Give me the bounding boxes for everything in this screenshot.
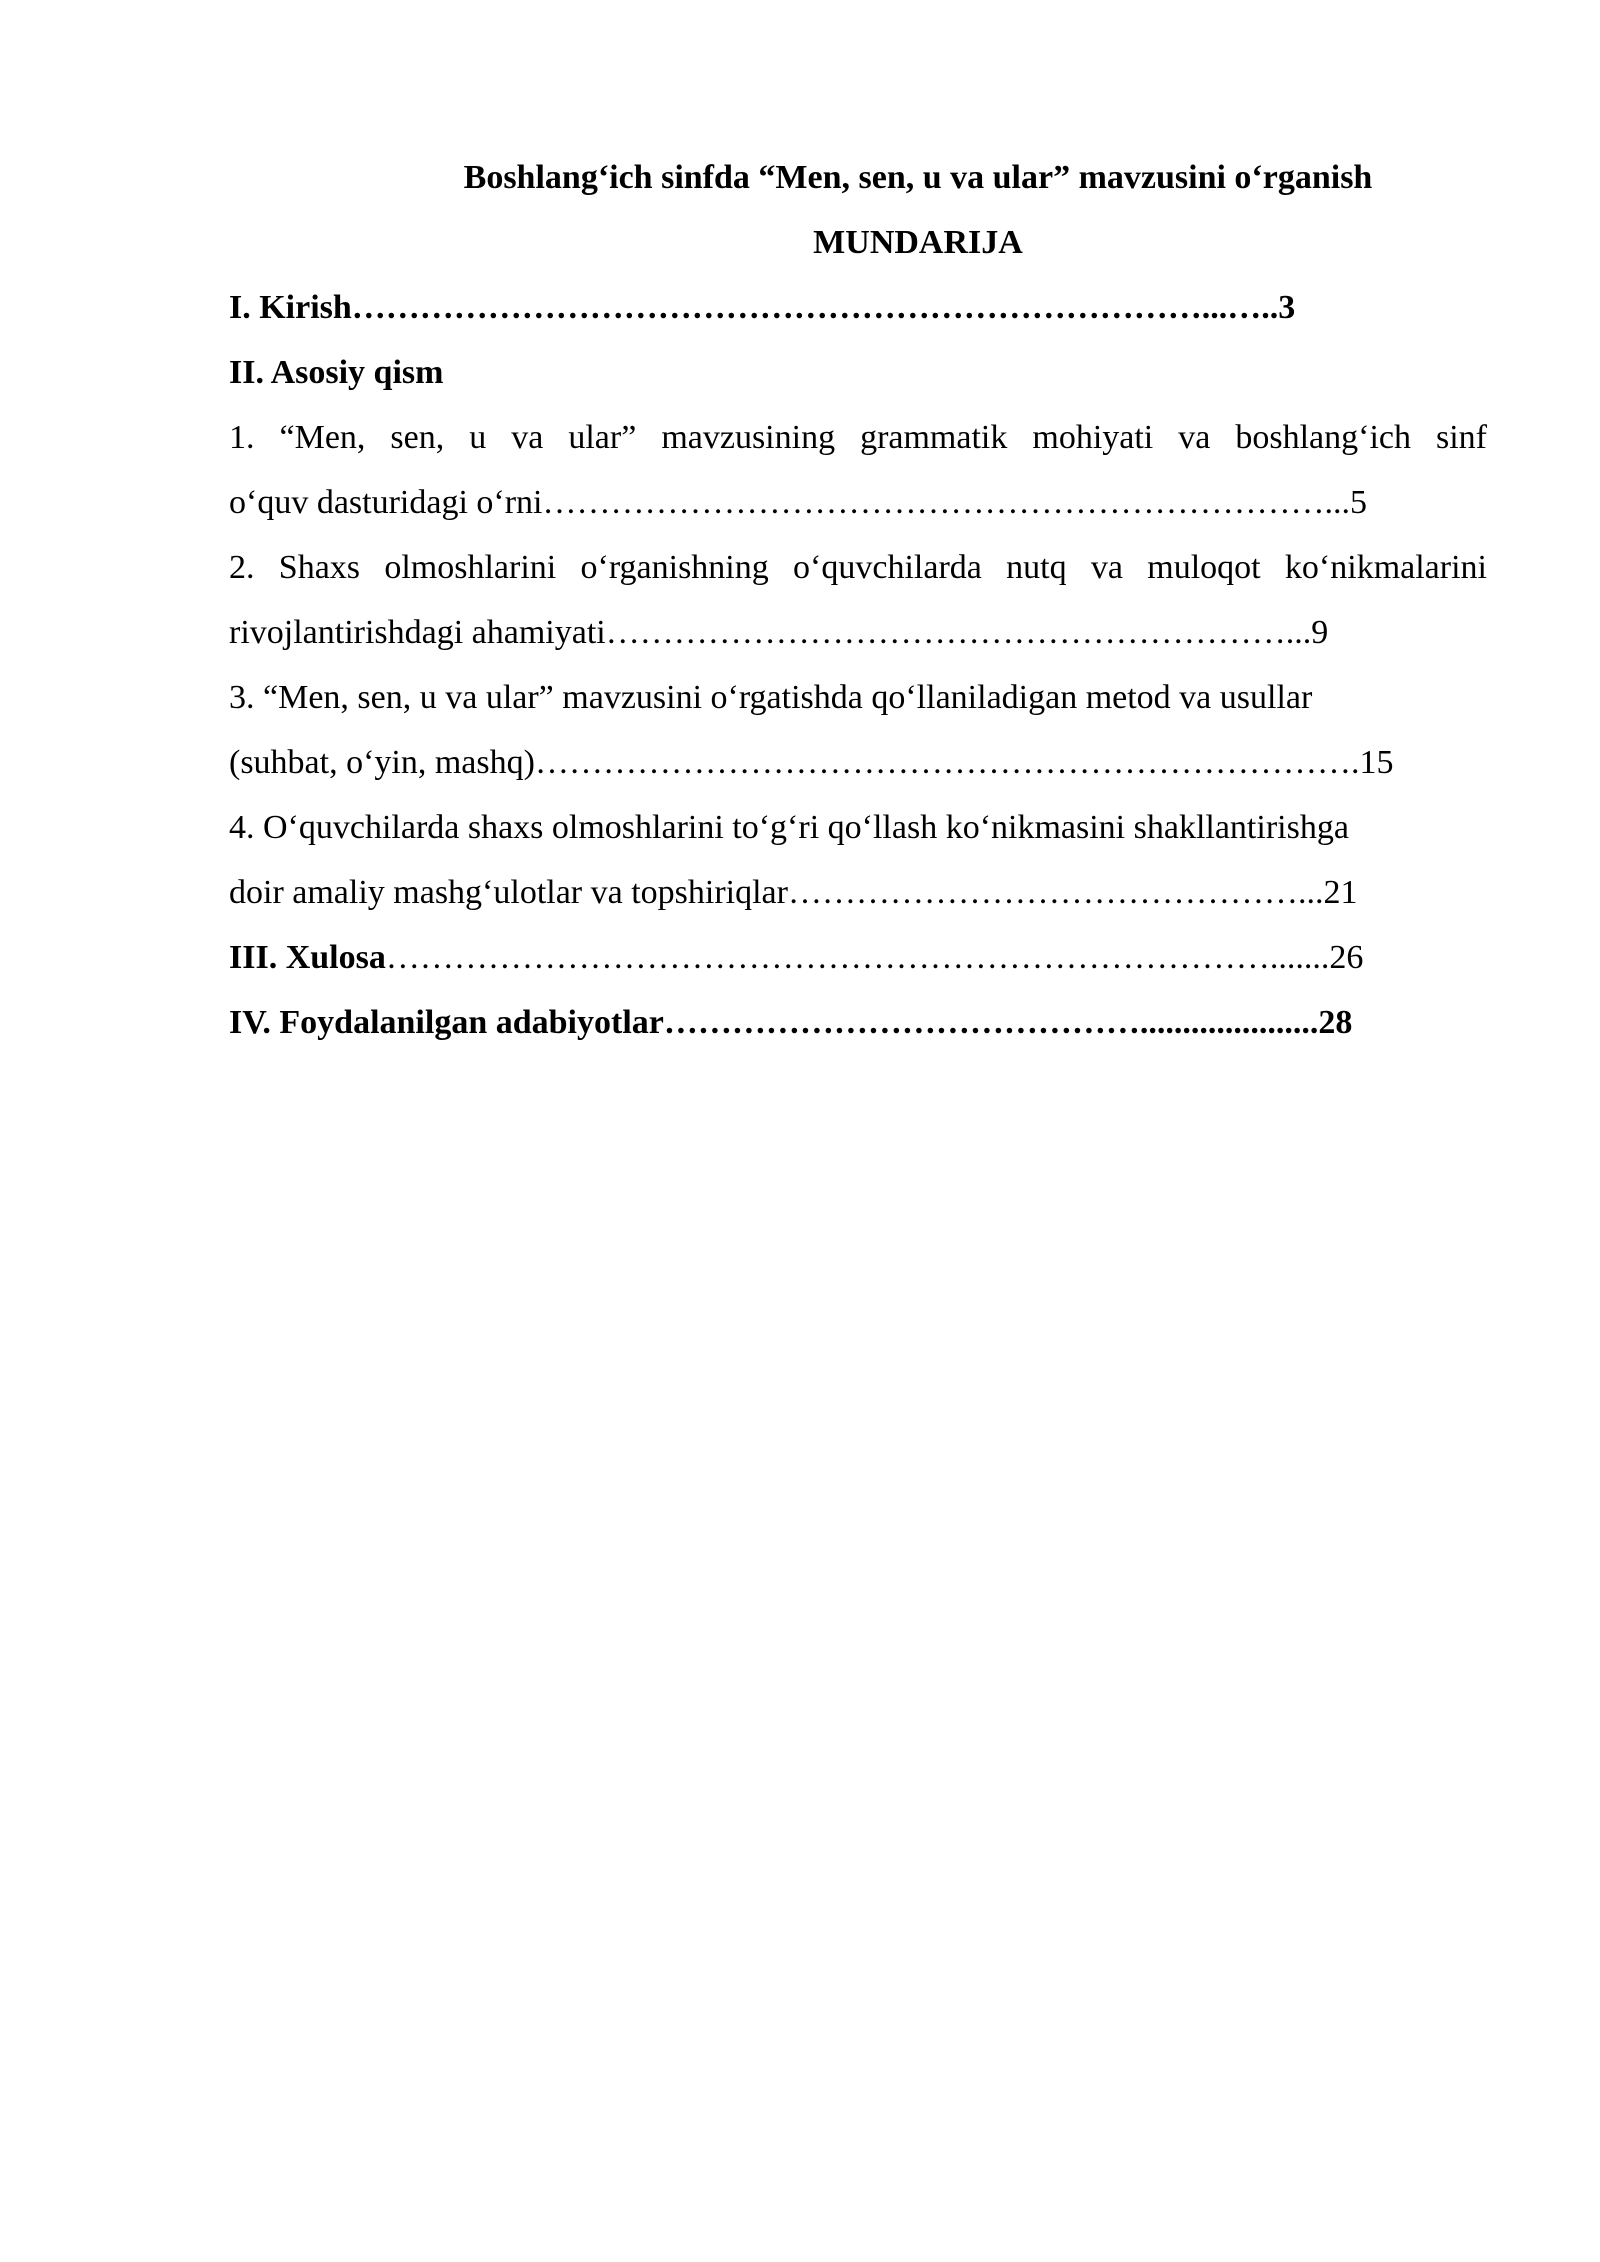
toc-entry-4-line-1: 4. O‘quvchilarda shaxs olmoshlarini to‘g‘ri qo‘llash ko‘nikmasini shakllantirishga [229, 809, 1349, 846]
toc-entry-2-line-2: rivojlantirishdagi ahamiyati……………………………………………………...9 [229, 614, 1329, 651]
toc-entry-2-line-1: 2. Shaxs olmoshlarini o‘rganishning o‘quvchilarda nutq va muloqot ko‘nikmalarini [229, 549, 1487, 586]
page-content [229, 145, 1487, 1055]
toc-entry-1-line-1: 1. “Men, sen, u va ular” mavzusining grammatik mohiyati va boshlang‘ich sinf [229, 419, 1487, 456]
toc-entry-adabiyotlar: IV. Foydalanilgan adabiyotlar…………………………………….....................28 [229, 1004, 1353, 1041]
document-title: Boshlang‘ich sinfda “Men, sen, u va ular” mavzusini o‘rganish [463, 159, 1373, 196]
toc-entry-xulosa [229, 925, 1487, 990]
toc-entry-3-line-2: (suhbat, o‘yin, mashq)……………………………………………………………….15 [229, 744, 1394, 781]
toc-entry-xulosa-leader: …………………………………………………………………….......26 [385, 939, 1364, 976]
toc-entry-3-line-1: 3. “Men, sen, u va ular” mavzusini o‘rgatishda qo‘llaniladigan metod va usullar [229, 679, 1313, 716]
toc-entry-4-line-2: doir amaliy mashg‘ulotlar va topshiriqlar………………………………………...21 [229, 874, 1358, 911]
toc-entry-kirish: I. Kirish…………………………………………………………………...…..3 [229, 289, 1296, 326]
toc-heading: MUNDARIJA [813, 224, 1023, 261]
toc-entry-asosiy-qism: II. Asosiy qism [229, 354, 444, 391]
toc-entry-xulosa-label: III. Xulosa [229, 939, 386, 976]
toc-entry-1-line-2: o‘quv dasturidagi o‘rni……………………………………………………………...5 [229, 484, 1367, 521]
